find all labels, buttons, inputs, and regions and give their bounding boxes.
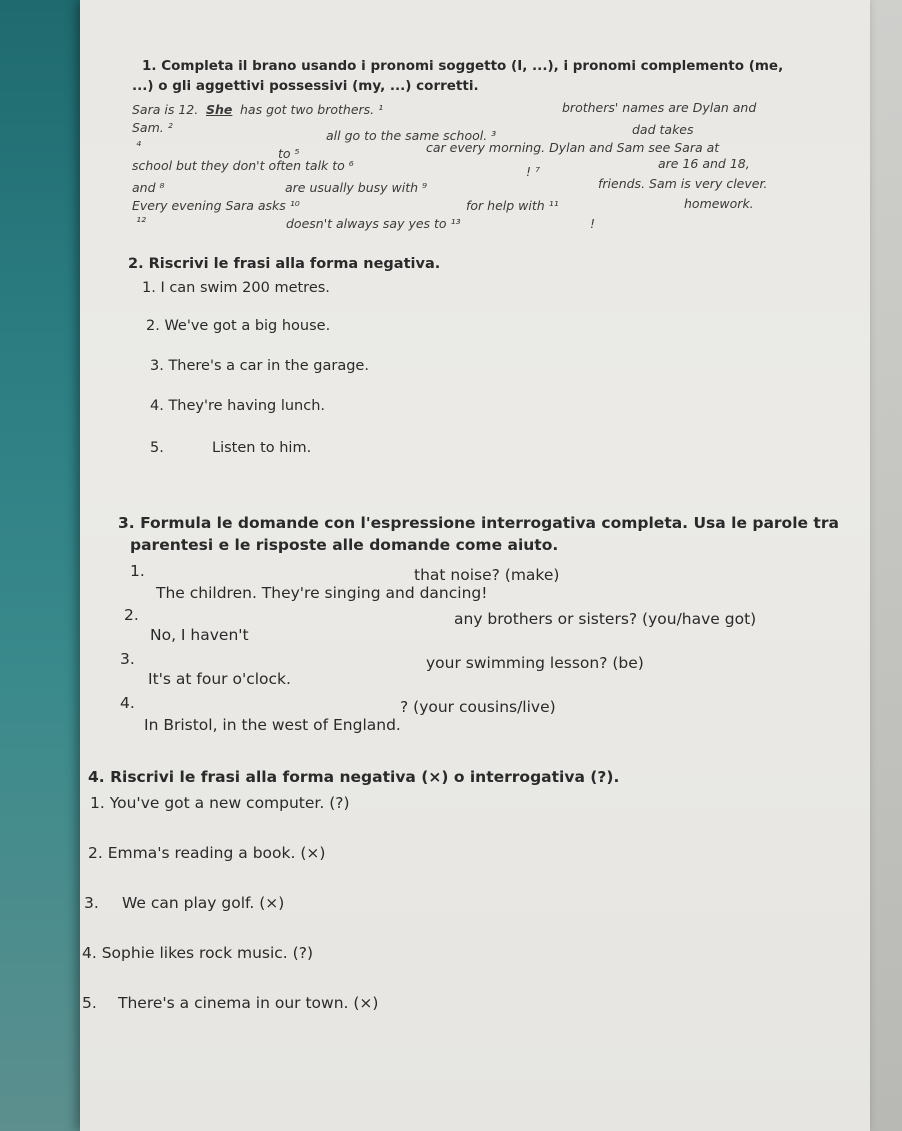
ex3-q2-prompt: any brothers or sisters? (you/have got) xyxy=(454,610,757,628)
ex1-title-line2: ...) o gli aggettivi possessivi (my, ...) corretti. xyxy=(132,78,479,94)
ex1-text: and ⁸ xyxy=(132,180,165,195)
ex3-q1-prompt: that noise? (make) xyxy=(414,566,560,584)
ex3-q2-answer: No, I haven't xyxy=(150,626,249,644)
ex3-q4-answer: In Bristol, in the west of England. xyxy=(144,716,401,734)
ex3-q3-prompt: your swimming lesson? (be) xyxy=(426,654,644,672)
ex1-text: homework. xyxy=(684,196,754,211)
ex1-text: ¹² xyxy=(136,214,147,229)
ex1-text: Every evening Sara asks ¹⁰ xyxy=(132,198,300,213)
ex3-q1-number: 1. xyxy=(130,562,145,580)
ex1-text: ⁴ xyxy=(136,138,142,153)
ex1-text: ! ⁷ xyxy=(526,164,540,179)
ex3-q4-number: 4. xyxy=(120,694,135,712)
ex1-text: car every morning. Dylan and Sam see Sara at xyxy=(426,140,720,155)
ex1-text: Sam. ² xyxy=(132,120,173,135)
ex1-text: are 16 and 18, xyxy=(658,156,750,171)
ex3-q4-prompt: ? (your cousins/live) xyxy=(400,698,556,716)
ex4-title: 4. Riscrivi le frasi alla forma negativa (×) o interrogativa (?). xyxy=(88,768,620,786)
ex2-item: 1. I can swim 200 metres. xyxy=(142,280,330,296)
ex1-text: ! xyxy=(590,216,596,231)
ex2-item: Listen to him. xyxy=(212,440,312,456)
ex4-item: 4. Sophie likes rock music. (?) xyxy=(82,944,313,962)
ex3-q3-number: 3. xyxy=(120,650,135,668)
ex4-item: There's a cinema in our town. (×) xyxy=(118,994,379,1012)
ex4-item: 1. You've got a new computer. (?) xyxy=(90,794,350,812)
ex1-answer-she: She xyxy=(206,102,233,117)
ex1-text: school but they don't often talk to ⁶ xyxy=(132,158,354,173)
ex2-title: 2. Riscrivi le frasi alla forma negativa. xyxy=(128,256,441,272)
ex1-text: are usually busy with ⁹ xyxy=(285,180,428,195)
ex2-item: 4. They're having lunch. xyxy=(150,398,326,414)
ex3-title-line1: 3. Formula le domande con l'espressione interrogativa completa. Usa le parole tra xyxy=(118,514,839,532)
ex2-item-number: 5. xyxy=(150,440,164,456)
ex1-text: to ⁵ xyxy=(278,146,300,161)
ex1-text: doesn't always say yes to ¹³ xyxy=(286,216,461,231)
ex1-text: has got two brothers. ¹ xyxy=(240,102,384,117)
ex1-text: dad takes xyxy=(632,122,694,137)
ex1-title-line1: 1. Completa il brano usando i pronomi soggetto (I, ...), i pronomi complemento (me, xyxy=(142,58,784,74)
ex1-text: Sara is 12. xyxy=(132,102,199,117)
ex1-text: for help with ¹¹ xyxy=(466,198,559,213)
ex3-q1-answer: The children. They're singing and dancing! xyxy=(156,584,488,602)
ex1-text: friends. Sam is very clever. xyxy=(598,176,768,191)
ex1-text: brothers' names are Dylan and xyxy=(562,100,757,115)
ex4-item: 2. Emma's reading a book. (×) xyxy=(88,844,326,862)
ex4-item: We can play golf. (×) xyxy=(122,894,285,912)
ex4-item-number: 3. xyxy=(84,894,99,912)
worksheet-page xyxy=(80,0,870,1131)
ex3-q3-answer: It's at four o'clock. xyxy=(148,670,291,688)
ex3-q2-number: 2. xyxy=(124,606,139,624)
ex3-title-line2: parentesi e le risposte alle domande come aiuto. xyxy=(130,536,559,554)
ex2-item: 3. There's a car in the garage. xyxy=(150,358,369,374)
ex1-text: all go to the same school. ³ xyxy=(326,128,497,143)
ex2-item: 2. We've got a big house. xyxy=(146,318,331,334)
ex4-item-number: 5. xyxy=(82,994,97,1012)
